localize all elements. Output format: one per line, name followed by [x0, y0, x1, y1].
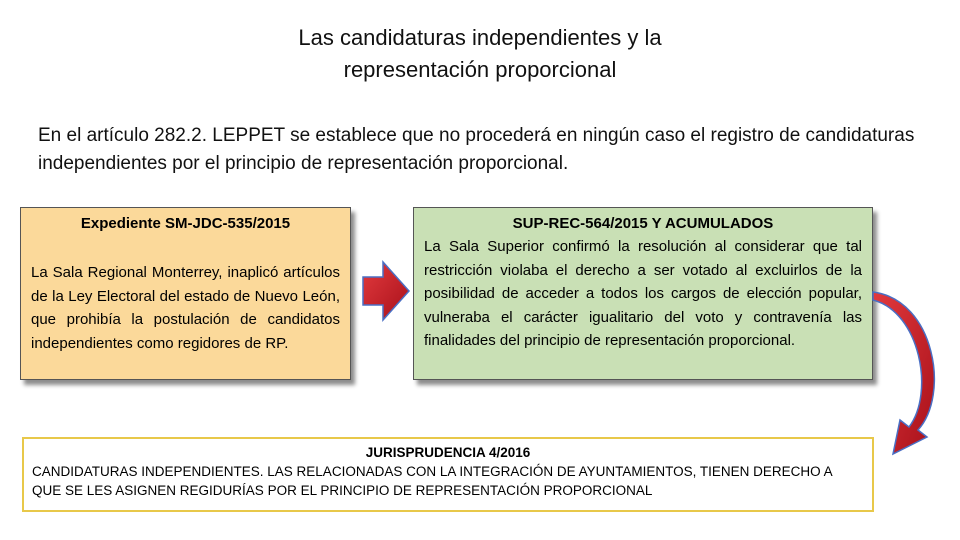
case-box-sup-rec-heading: SUP-REC-564/2015 Y ACUMULADOS	[512, 215, 774, 232]
slide-title-line-1: Las candidaturas independientes y la	[298, 25, 662, 50]
curved-arrow-icon	[873, 292, 934, 454]
slide-title-line-2: representación proporcional	[343, 57, 617, 82]
jurisprudence-body: CANDIDATURAS INDEPENDIENTES. LAS RELACIONADAS CON LA INTEGRACIÓN DE AYUNTAMIENTOS, TIENEN DERECHO A QUE SE LES ASIGNEN REGIDURÍAS POR EL PRINCIPIO DE REPRESENTACIÓN PROPORCIONAL	[32, 464, 832, 498]
right-arrow-icon	[363, 262, 409, 320]
case-box-sm-jdc-heading: Expediente SM-JDC-535/2015	[80, 215, 291, 232]
jurisprudence-heading: JURISPRUDENCIA 4/2016	[365, 445, 531, 460]
case-box-sm-jdc-body: La Sala Regional Monterrey, inaplicó artículos de la Ley Electoral del estado de Nuevo León, que prohibía la postulación de candidatos independientes como regidores de RP.	[31, 264, 340, 352]
intro-paragraph: En el artículo 282.2. LEPPET se establece que no procederá en ningún caso el registro de candidaturas independientes por el principio de representación proporcional.	[38, 125, 915, 174]
case-box-sup-rec-body: La Sala Superior confirmó la resolución al considerar que tal restricción violaba el derecho a ser votado al excluirlos de la posibilidad de acceder a todos los cargos de elección popular, vulneraba el carácter igualitario del voto y contravenía las finalidades del principio de representación proporcional.	[424, 238, 862, 349]
